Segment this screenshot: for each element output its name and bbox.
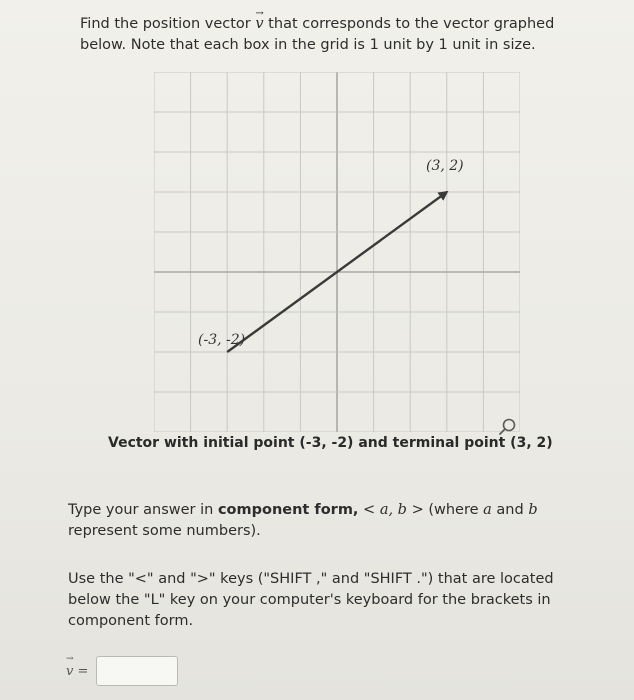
component-form-notation: < a, b > (358, 502, 429, 518)
answer-row (66, 654, 178, 688)
question-text-end: that corresponds to the vector graphed below. Note that each box in the grid is 1 unit by 1 unit in size. (80, 16, 555, 53)
answer-vector-symbol: → v (66, 664, 73, 679)
initial-point-label: (-3, -2) (198, 332, 246, 348)
answer-format-instructions (68, 500, 598, 542)
keys-instructions: Use the "<" and ">" keys ("SHIFT ," and "SHIFT .") that are located below the "L" key on your computer's keyboard for the brackets in component form. (68, 571, 554, 629)
question-text (80, 14, 600, 56)
var-b: b (528, 502, 538, 518)
grid-lines (154, 72, 520, 432)
instr-and: and (491, 502, 529, 518)
answer-input[interactable] (96, 656, 178, 686)
graph-svg (154, 72, 520, 432)
graph-caption: Vector with initial point (-3, -2) and terminal point (3, 2) (108, 435, 553, 451)
instr-bold: component form, (217, 502, 359, 518)
vector-graph (154, 72, 520, 432)
question-text-start: Find the position vector (80, 16, 256, 32)
terminal-point-label: (3, 2) (426, 158, 464, 174)
answer-equals: = (73, 663, 89, 679)
instr-text-2: (where (428, 502, 484, 518)
var-a: a (483, 502, 492, 518)
zoom-icon[interactable] (497, 417, 517, 437)
answer-label (66, 664, 88, 679)
vector-symbol: → v (255, 14, 263, 35)
instr-text: Type your answer in (68, 502, 218, 518)
instr-text-3: represent some numbers). (68, 523, 261, 539)
